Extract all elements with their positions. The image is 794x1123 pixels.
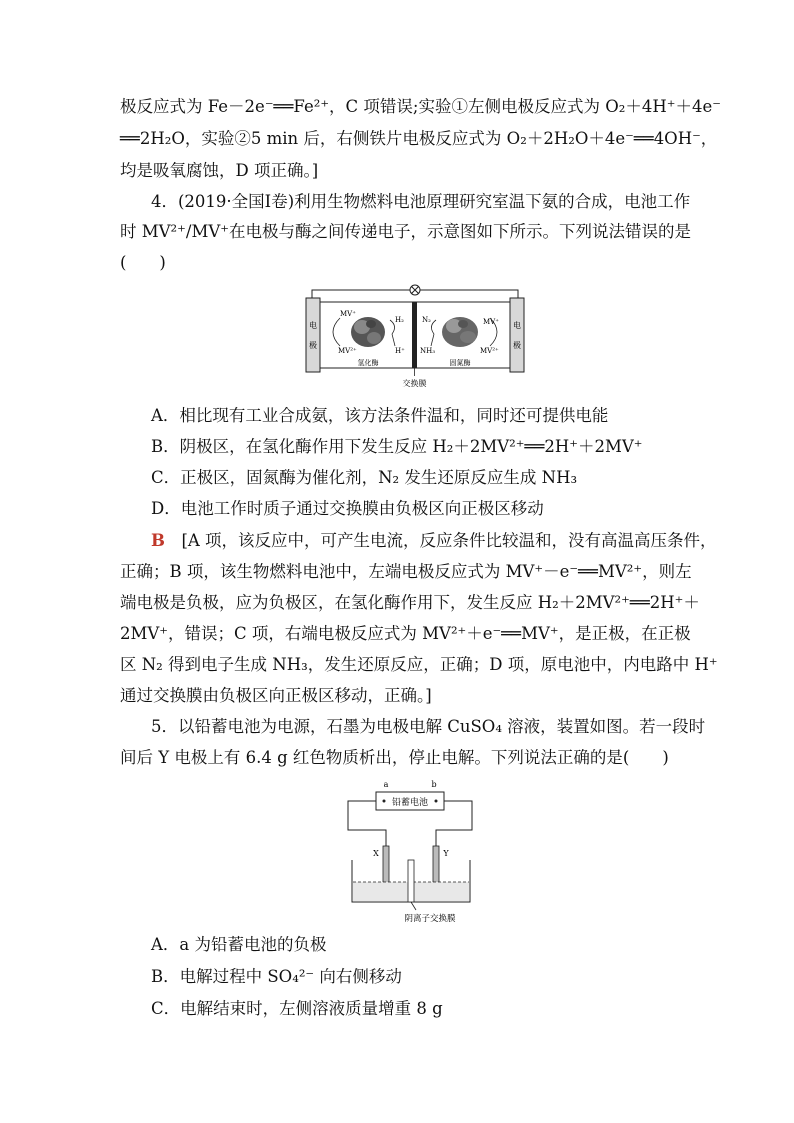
q5-option-a: A．a 为铅蓄电池的负极 bbox=[151, 935, 327, 954]
prev-answer-line-1: 极反应式为 Fe－2e⁻══Fe²⁺，C 项错误;实验①左侧电极反应式为 O₂＋4H⁺＋4e⁻ bbox=[120, 97, 721, 116]
electrode-x-label: X bbox=[373, 849, 379, 858]
prev-answer-line-2: ══2H₂O，实验②5 min 后，右侧铁片电极反应式为 O₂＋2H₂O＋4e⁻══4OH⁻， bbox=[120, 129, 718, 148]
right-n2: N₂ bbox=[422, 316, 431, 324]
q4-fuel-cell-diagram bbox=[300, 280, 530, 390]
q4-option-b: B．阴极区，在氢化酶作用下发生反应 H₂＋2MV²⁺══2H⁺＋2MV⁺ bbox=[151, 437, 643, 456]
terminal-a-label: a bbox=[383, 780, 389, 789]
nitrogenase-label: 固氮酶 bbox=[449, 359, 471, 367]
q5-stem-line-1: 5．以铅蓄电池为电源，石墨为电极电解 CuSO₄ 溶液，装置如图。若一段时 bbox=[151, 717, 706, 736]
membrane-label: 阴离子交换膜 bbox=[404, 914, 456, 924]
right-mv-plus: MV⁺ bbox=[483, 318, 499, 326]
q4-stem-line-1: 4．(2019·全国Ⅰ卷)利用生物燃料电池原理研究室温下氨的合成，电池工作 bbox=[151, 192, 691, 211]
right-nh3: NH₃ bbox=[420, 347, 436, 355]
right-electrode-label-2: 极 bbox=[513, 341, 521, 350]
left-electrode-label-2: 极 bbox=[309, 341, 317, 350]
left-electrode bbox=[306, 298, 320, 372]
right-mv2-plus: MV²⁺ bbox=[480, 347, 499, 355]
q4-answer-text-1: [A 项，该反应中，可产生电流，反应条件比较温和，没有高温高压条件， bbox=[181, 531, 717, 550]
left-mv2-plus: MV²⁺ bbox=[338, 347, 357, 355]
hydrogenase-label: 氢化酶 bbox=[357, 359, 379, 367]
anion-exchange-membrane bbox=[408, 860, 414, 902]
membrane-label: 交换膜 bbox=[402, 379, 427, 388]
q5-stem-line-2: 间后 Y 电极上有 6.4 g 红色物质析出，停止电解。下列说法正确的是( ) bbox=[120, 748, 669, 767]
q4-answer-line-4: 2MV⁺，错误；C 项，右端电极反应式为 MV²⁺＋e⁻══MV⁺，是正极，在正极 bbox=[120, 624, 691, 643]
q4-option-a: A．相比现有工业合成氨，该方法条件温和，同时还可提供电能 bbox=[151, 406, 609, 425]
right-electrode bbox=[510, 298, 524, 372]
exchange-membrane bbox=[412, 302, 417, 368]
hydrogenase-enzyme-icon bbox=[351, 317, 385, 347]
terminal-b-label: b bbox=[431, 780, 437, 789]
q4-answer-line-2: 正确；B 项，该生物燃料电池中，左端电极反应式为 MV⁺－e⁻══MV²⁺，则左 bbox=[120, 562, 692, 581]
q4-stem-line-3: ( ) bbox=[120, 253, 166, 272]
battery-label: 铅蓄电池 bbox=[391, 798, 429, 808]
q4-answer-line-5: 区 N₂ 得到电子生成 NH₃，发生还原反应，正确；D 项，原电池中，内电路中 H⁺ bbox=[120, 655, 718, 674]
q4-option-d: D．电池工作时质子通过交换膜由负极区向正极区移动 bbox=[151, 499, 544, 518]
q4-answer-line-1 bbox=[151, 530, 717, 552]
electrode-y-label: Y bbox=[443, 849, 449, 858]
q5-option-c: C．电解结束时，左侧溶液质量增重 8 g bbox=[151, 999, 443, 1018]
q5-option-b: B．电解过程中 SO₄²⁻ 向右侧移动 bbox=[151, 967, 402, 986]
left-h2: H₂ bbox=[395, 316, 404, 324]
prev-answer-line-3: 均是吸氧腐蚀，D 项正确。] bbox=[120, 161, 319, 180]
q4-answer-line-6: 通过交换膜由负极区向正极区移动，正确。] bbox=[120, 686, 432, 705]
right-electrode-label-1: 电 bbox=[513, 321, 521, 330]
left-electrode-label-1: 电 bbox=[309, 321, 317, 330]
nitrogenase-enzyme-icon bbox=[442, 317, 478, 347]
q4-answer-letter: B bbox=[151, 531, 165, 550]
left-mv-plus: MV⁺ bbox=[340, 310, 356, 318]
left-h-plus: H⁺ bbox=[395, 347, 405, 355]
q4-answer-line-3: 端电极是负极，应为负极区，在氢化酶作用下，发生反应 H₂＋2MV²⁺══2H⁺＋ bbox=[120, 593, 700, 612]
q5-electrolysis-diagram bbox=[340, 778, 500, 928]
q4-stem-line-2: 时 MV²⁺/MV⁺在电极与酶之间传递电子，示意图如下所示。下列说法错误的是 bbox=[120, 222, 691, 241]
q4-option-c: C．正极区，固氮酶为催化剂，N₂ 发生还原反应生成 NH₃ bbox=[151, 468, 578, 487]
